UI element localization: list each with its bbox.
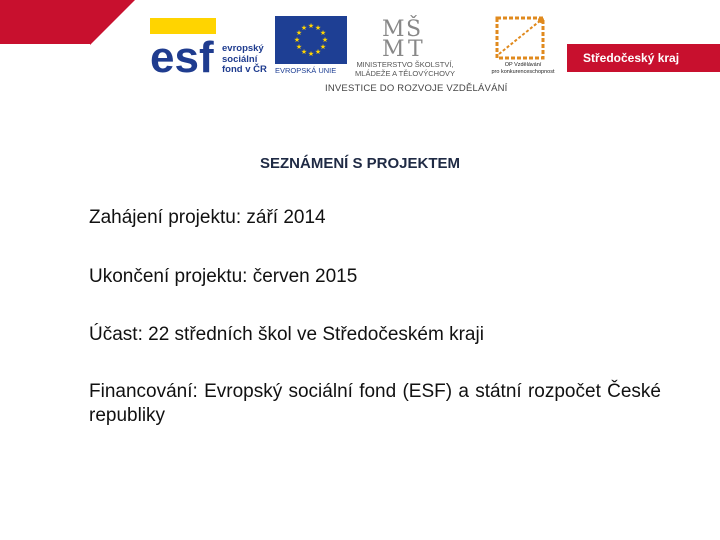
project-start-text: Zahájení projektu: září 2014: [89, 207, 326, 228]
msmt-monogram-icon: [380, 14, 430, 58]
investice-tagline: INVESTICE DO ROZVOJE VZDĚLÁVÁNÍ: [325, 83, 508, 94]
eu-label: EVROPSKÁ UNIE: [275, 66, 337, 75]
svg-text:★: ★: [319, 29, 327, 37]
svg-text:T: T: [408, 37, 423, 58]
svg-text:esf: esf: [150, 33, 214, 76]
op-vk-text: OP Vzdělávání pro konkurenceschopnost: [491, 62, 555, 75]
svg-text:★: ★: [307, 50, 315, 58]
msmt-text: MINISTERSTVO ŠKOLSTVÍ, MLÁDEŽE A TĚLOVÝCHOVY: [355, 60, 455, 78]
svg-text:★: ★: [314, 48, 322, 56]
svg-text:★: ★: [321, 36, 329, 44]
project-end-text: Ukončení projektu: červen 2015: [89, 266, 358, 287]
svg-text:M: M: [382, 17, 405, 42]
financing-text: Financování: Evropský sociální fond (ESF) a státní rozpočet České republiky: [89, 381, 661, 426]
svg-text:M: M: [382, 37, 405, 58]
svg-text:★: ★: [307, 22, 315, 30]
esf-logo-text: evropský sociální fond v ČR: [222, 43, 267, 75]
svg-text:★: ★: [293, 36, 301, 44]
op-vk-mark-icon: [485, 14, 557, 60]
esf-mark-icon: [148, 16, 220, 76]
stredocesky-kraj-banner: Středočeský kraj: [567, 44, 720, 72]
participation-text: Účast: 22 středních škol ve Středočeském kraji: [89, 324, 484, 345]
slide-title: SEZNÁMENÍ S PROJEKTEM: [259, 155, 461, 172]
svg-text:★: ★: [314, 24, 322, 32]
svg-text:★: ★: [319, 43, 327, 51]
svg-text:Š: Š: [406, 17, 422, 42]
msmt-logo: [335, 14, 475, 78]
svg-text:★: ★: [295, 29, 303, 37]
svg-text:★: ★: [295, 43, 303, 51]
esf-logo: [148, 16, 270, 76]
svg-text:★: ★: [300, 24, 308, 32]
red-corner-decoration: [0, 0, 140, 50]
op-vk-logo: [485, 14, 557, 76]
svg-text:★: ★: [300, 48, 308, 56]
logo-header: [0, 0, 720, 100]
